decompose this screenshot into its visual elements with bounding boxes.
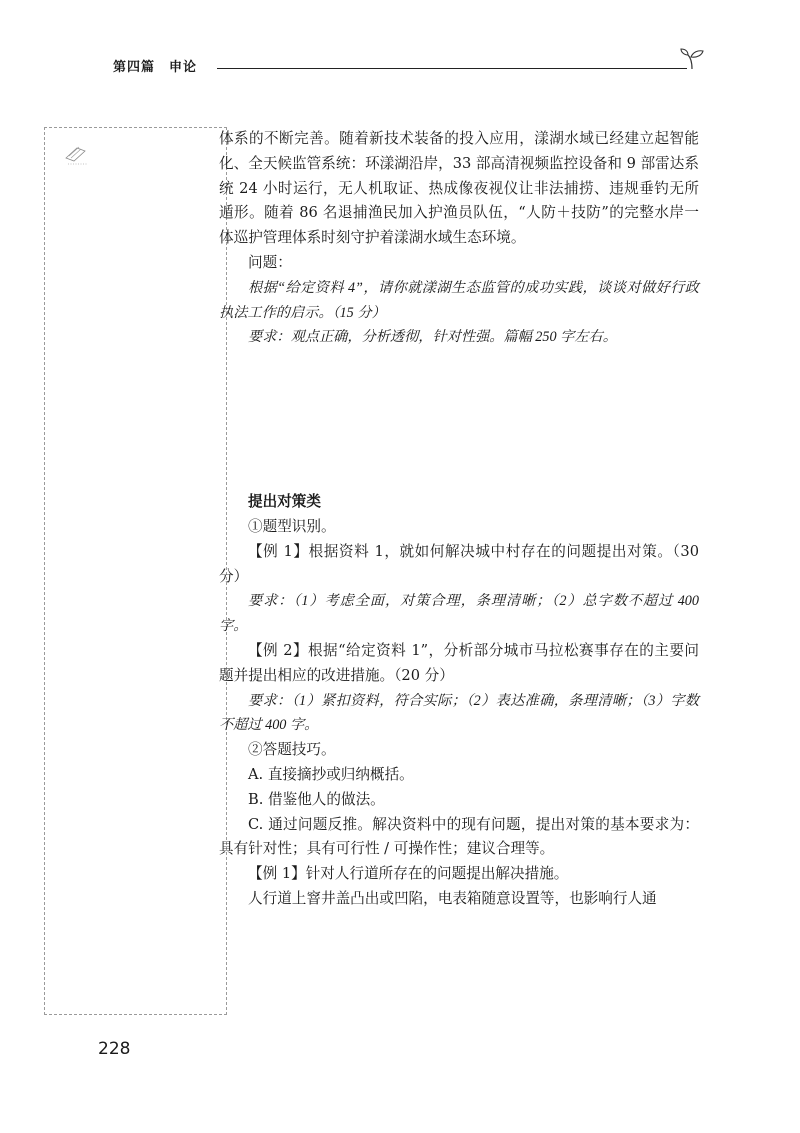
example-question: 【例 1】根据资料 1，就如何解决城中村存在的问题提出对策。（30 分） [219, 542, 699, 585]
section-title: 第四篇 申论 [113, 60, 198, 75]
list-item: A. 直接摘抄或归纳概括。 [248, 765, 414, 783]
sprout-icon [679, 48, 705, 70]
section-heading: 提出对策类 [248, 493, 321, 511]
answer-space [219, 350, 699, 490]
paragraph: 人行道上窨井盖凸出或凹陷，电表箱随意设置等，也影响行人通 [248, 889, 657, 907]
list-item: B. 借鉴他人的做法。 [248, 790, 385, 808]
subsection-heading: ②答题技巧。 [248, 741, 336, 759]
example-requirement: 要求：（1）考虑全面，对策合理，条理清晰；（2）总字数不超过 400 字。 [219, 593, 699, 635]
page-number: 228 [98, 1039, 131, 1059]
header-rule [217, 68, 687, 69]
example-question: 【例 2】根据“给定资料 1”，分析部分城市马拉松赛事存在的主要问题并提出相应的改进措施。（20 分） [219, 641, 699, 684]
example-question: 【例 1】针对人行道所存在的问题提出解决措施。 [248, 865, 569, 883]
subsection-heading: ①题型识别。 [248, 517, 336, 535]
question-requirement: 要求：观点正确，分析透彻，针对性强。篇幅 250 字左右。 [248, 329, 617, 346]
note-mark-icon [63, 142, 91, 170]
running-header [113, 56, 703, 80]
list-item: C. 通过问题反推。解决资料中的现有问题，提出对策的基本要求为：具有针对性；具有可行性 / 可操作性；建议合理等。 [219, 815, 699, 858]
question-label: 问题： [248, 253, 292, 271]
question-text: 根据“给定资料 4”，请你就漾湖生态监管的成功实践，谈谈对做好行政执法工作的启示。（15 分） [219, 279, 699, 321]
paragraph: 体系的不断完善。随着新技术装备的投入应用，漾湖水域已经建立起智能化、全天候监管系统：环漾湖沿岸，33 部高清视频监控设备和 9 部雷达系统 24 小时运行，无人机取证、热成像夜视仪让非法捕捞、违规垂钓无所遁形。随着 86 名退捕渔民加入护渔员队伍，“人防＋技防”的完整水岸一体巡护管理体系时刻守护着漾湖水域生态环境。 [219, 130, 699, 247]
notes-sidebar [44, 127, 227, 1015]
example-requirement: 要求：（1）紧扣资料，符合实际；（2）表达准确，条理清晰；（3）字数不超过 400 字。 [219, 692, 699, 734]
page-body [219, 127, 699, 912]
